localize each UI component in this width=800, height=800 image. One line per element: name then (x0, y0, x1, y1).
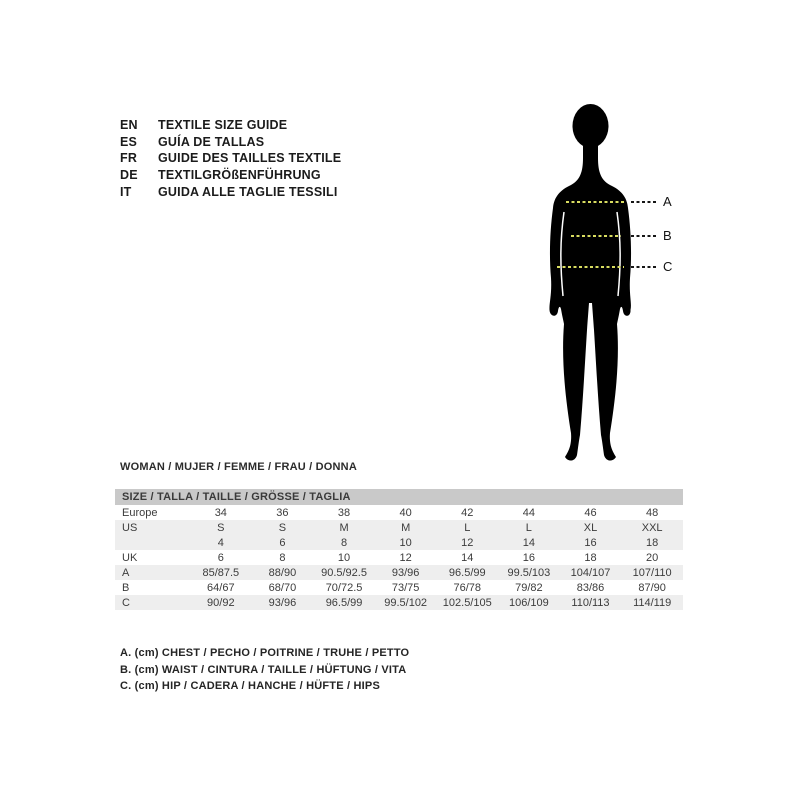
language-label: GUIDA ALLE TAGLIE TESSILI (158, 184, 338, 199)
table-row-waist (115, 580, 683, 595)
measure-label-c: C (663, 259, 673, 274)
language-row (120, 167, 341, 184)
table-row-chest (115, 565, 683, 580)
table-cell: 16 (522, 551, 535, 564)
size-table (115, 489, 683, 610)
table-cell: S (278, 521, 287, 534)
measurement-legend (120, 645, 409, 695)
legend-chest: A. (cm) CHEST / PECHO / POITRINE / TRUHE / PETTO (120, 647, 410, 660)
table-cell: 48 (646, 506, 659, 519)
language-row (120, 150, 341, 167)
table-cell: 12 (399, 551, 412, 564)
table-cell: 34 (214, 506, 227, 519)
measure-dash-body-b (571, 235, 621, 237)
table-cell: 76/78 (453, 581, 482, 594)
table-cell: 36 (276, 506, 289, 519)
language-code: FR (120, 151, 138, 166)
table-cell: 79/82 (515, 581, 543, 594)
language-code: IT (120, 184, 132, 199)
language-label: GUIDE DES TAILLES TEXTILE (158, 151, 342, 166)
table-cell: 73/75 (391, 581, 420, 594)
table-cell: 102.5/105 (442, 596, 492, 609)
table-cell: 8 (279, 551, 286, 564)
row-label: US (122, 521, 138, 534)
language-code: DE (120, 168, 138, 183)
table-cell: 87/90 (638, 581, 666, 594)
table-cell: 4 (217, 536, 224, 549)
table-cell: 14 (522, 536, 535, 549)
table-row-uk (115, 550, 683, 565)
row-label: A (122, 566, 130, 579)
language-code: EN (120, 118, 138, 133)
table-cell: L (464, 521, 471, 534)
table-cell: 96.5/99 (325, 596, 363, 609)
table-row-hip (115, 595, 683, 610)
table-cell: 93/96 (391, 566, 420, 579)
measure-label-b: B (663, 228, 672, 243)
language-list (120, 117, 341, 200)
language-label: GUÍA DE TALLAS (158, 134, 265, 149)
table-cell: M (401, 521, 411, 534)
section-title-woman: WOMAN / MUJER / FEMME / FRAU / DONNA (120, 461, 357, 473)
table-cell: 42 (461, 506, 474, 519)
table-cell: 46 (584, 506, 597, 519)
language-label: TEXTILE SIZE GUIDE (158, 118, 288, 133)
language-row (120, 134, 341, 151)
table-cell: 99.5/103 (507, 566, 551, 579)
table-cell: XXL (641, 521, 663, 534)
table-cell: S (217, 521, 225, 534)
table-cell: 90.5/92.5 (321, 566, 367, 579)
table-cell: 38 (337, 506, 351, 519)
table-cell: 83/86 (576, 581, 605, 594)
row-label: Europe (122, 506, 158, 519)
table-cell: 40 (399, 506, 412, 519)
table-cell: L (525, 521, 532, 534)
table-cell: 10 (337, 551, 351, 564)
language-row (120, 183, 341, 200)
measure-dash-body-c (557, 266, 624, 268)
row-label: UK (122, 551, 138, 564)
table-cell: 104/107 (570, 566, 611, 579)
table-cell: 70/72.5 (325, 581, 363, 594)
table-cell: 99.5/102 (384, 596, 428, 609)
table-cell: M (339, 521, 349, 534)
table-cell: 8 (340, 536, 348, 549)
table-row-europe (115, 505, 683, 520)
silhouette-neck (583, 134, 598, 162)
table-cell: 90/92 (207, 596, 235, 609)
table-cell: 12 (461, 536, 474, 549)
table-header: SIZE / TALLA / TAILLE / GRÖSSE / TAGLIA (115, 489, 683, 505)
table-cell: 16 (584, 536, 597, 549)
table-cell: 110/113 (571, 596, 610, 609)
table-cell: 6 (279, 536, 286, 549)
silhouette-body (549, 158, 631, 461)
language-row (120, 117, 341, 134)
table-cell: 106/109 (508, 596, 549, 609)
woman-silhouette-figure (535, 100, 650, 470)
measure-dash-leader-a (631, 201, 658, 203)
measure-dash-leader-c (631, 266, 658, 268)
table-cell: 6 (217, 551, 224, 564)
legend-hip: C. (cm) HIP / CADERA / HANCHE / HÜFTE / HIPS (120, 680, 380, 693)
table-cell: 96.5/99 (448, 566, 486, 579)
row-label: C (122, 596, 130, 609)
legend-waist: B. (cm) WAIST / CINTURA / TAILLE / HÜFTUNG / VITA (120, 663, 407, 676)
table-cell: 20 (646, 551, 659, 564)
language-code: ES (120, 134, 138, 149)
table-cell: 114/119 (633, 596, 672, 609)
row-label: B (122, 581, 130, 594)
language-label: TEXTILGRÖßENFÜHRUNG (158, 168, 321, 183)
table-cell: 93/96 (268, 596, 297, 609)
row-label (115, 535, 190, 550)
measure-label-a: A (663, 194, 672, 209)
table-cell: 44 (522, 506, 535, 519)
table-header-row (115, 489, 683, 505)
table-row-us-numbers (115, 535, 683, 550)
table-cell: 88/90 (268, 566, 297, 579)
table-cell: 14 (461, 551, 474, 564)
measure-dash-leader-b (631, 235, 658, 237)
table-row-us-letters (115, 520, 683, 535)
table-cell: 68/70 (268, 581, 297, 594)
measure-dash-body-a (566, 201, 624, 203)
table-cell: 85/87.5 (202, 566, 240, 579)
table-cell: 64/67 (207, 581, 235, 594)
table-cell: 107/110 (632, 566, 672, 579)
table-cell: XL (583, 521, 598, 534)
table-cell: 18 (584, 551, 597, 564)
table-cell: 10 (399, 536, 412, 549)
table-cell: 18 (646, 536, 659, 549)
